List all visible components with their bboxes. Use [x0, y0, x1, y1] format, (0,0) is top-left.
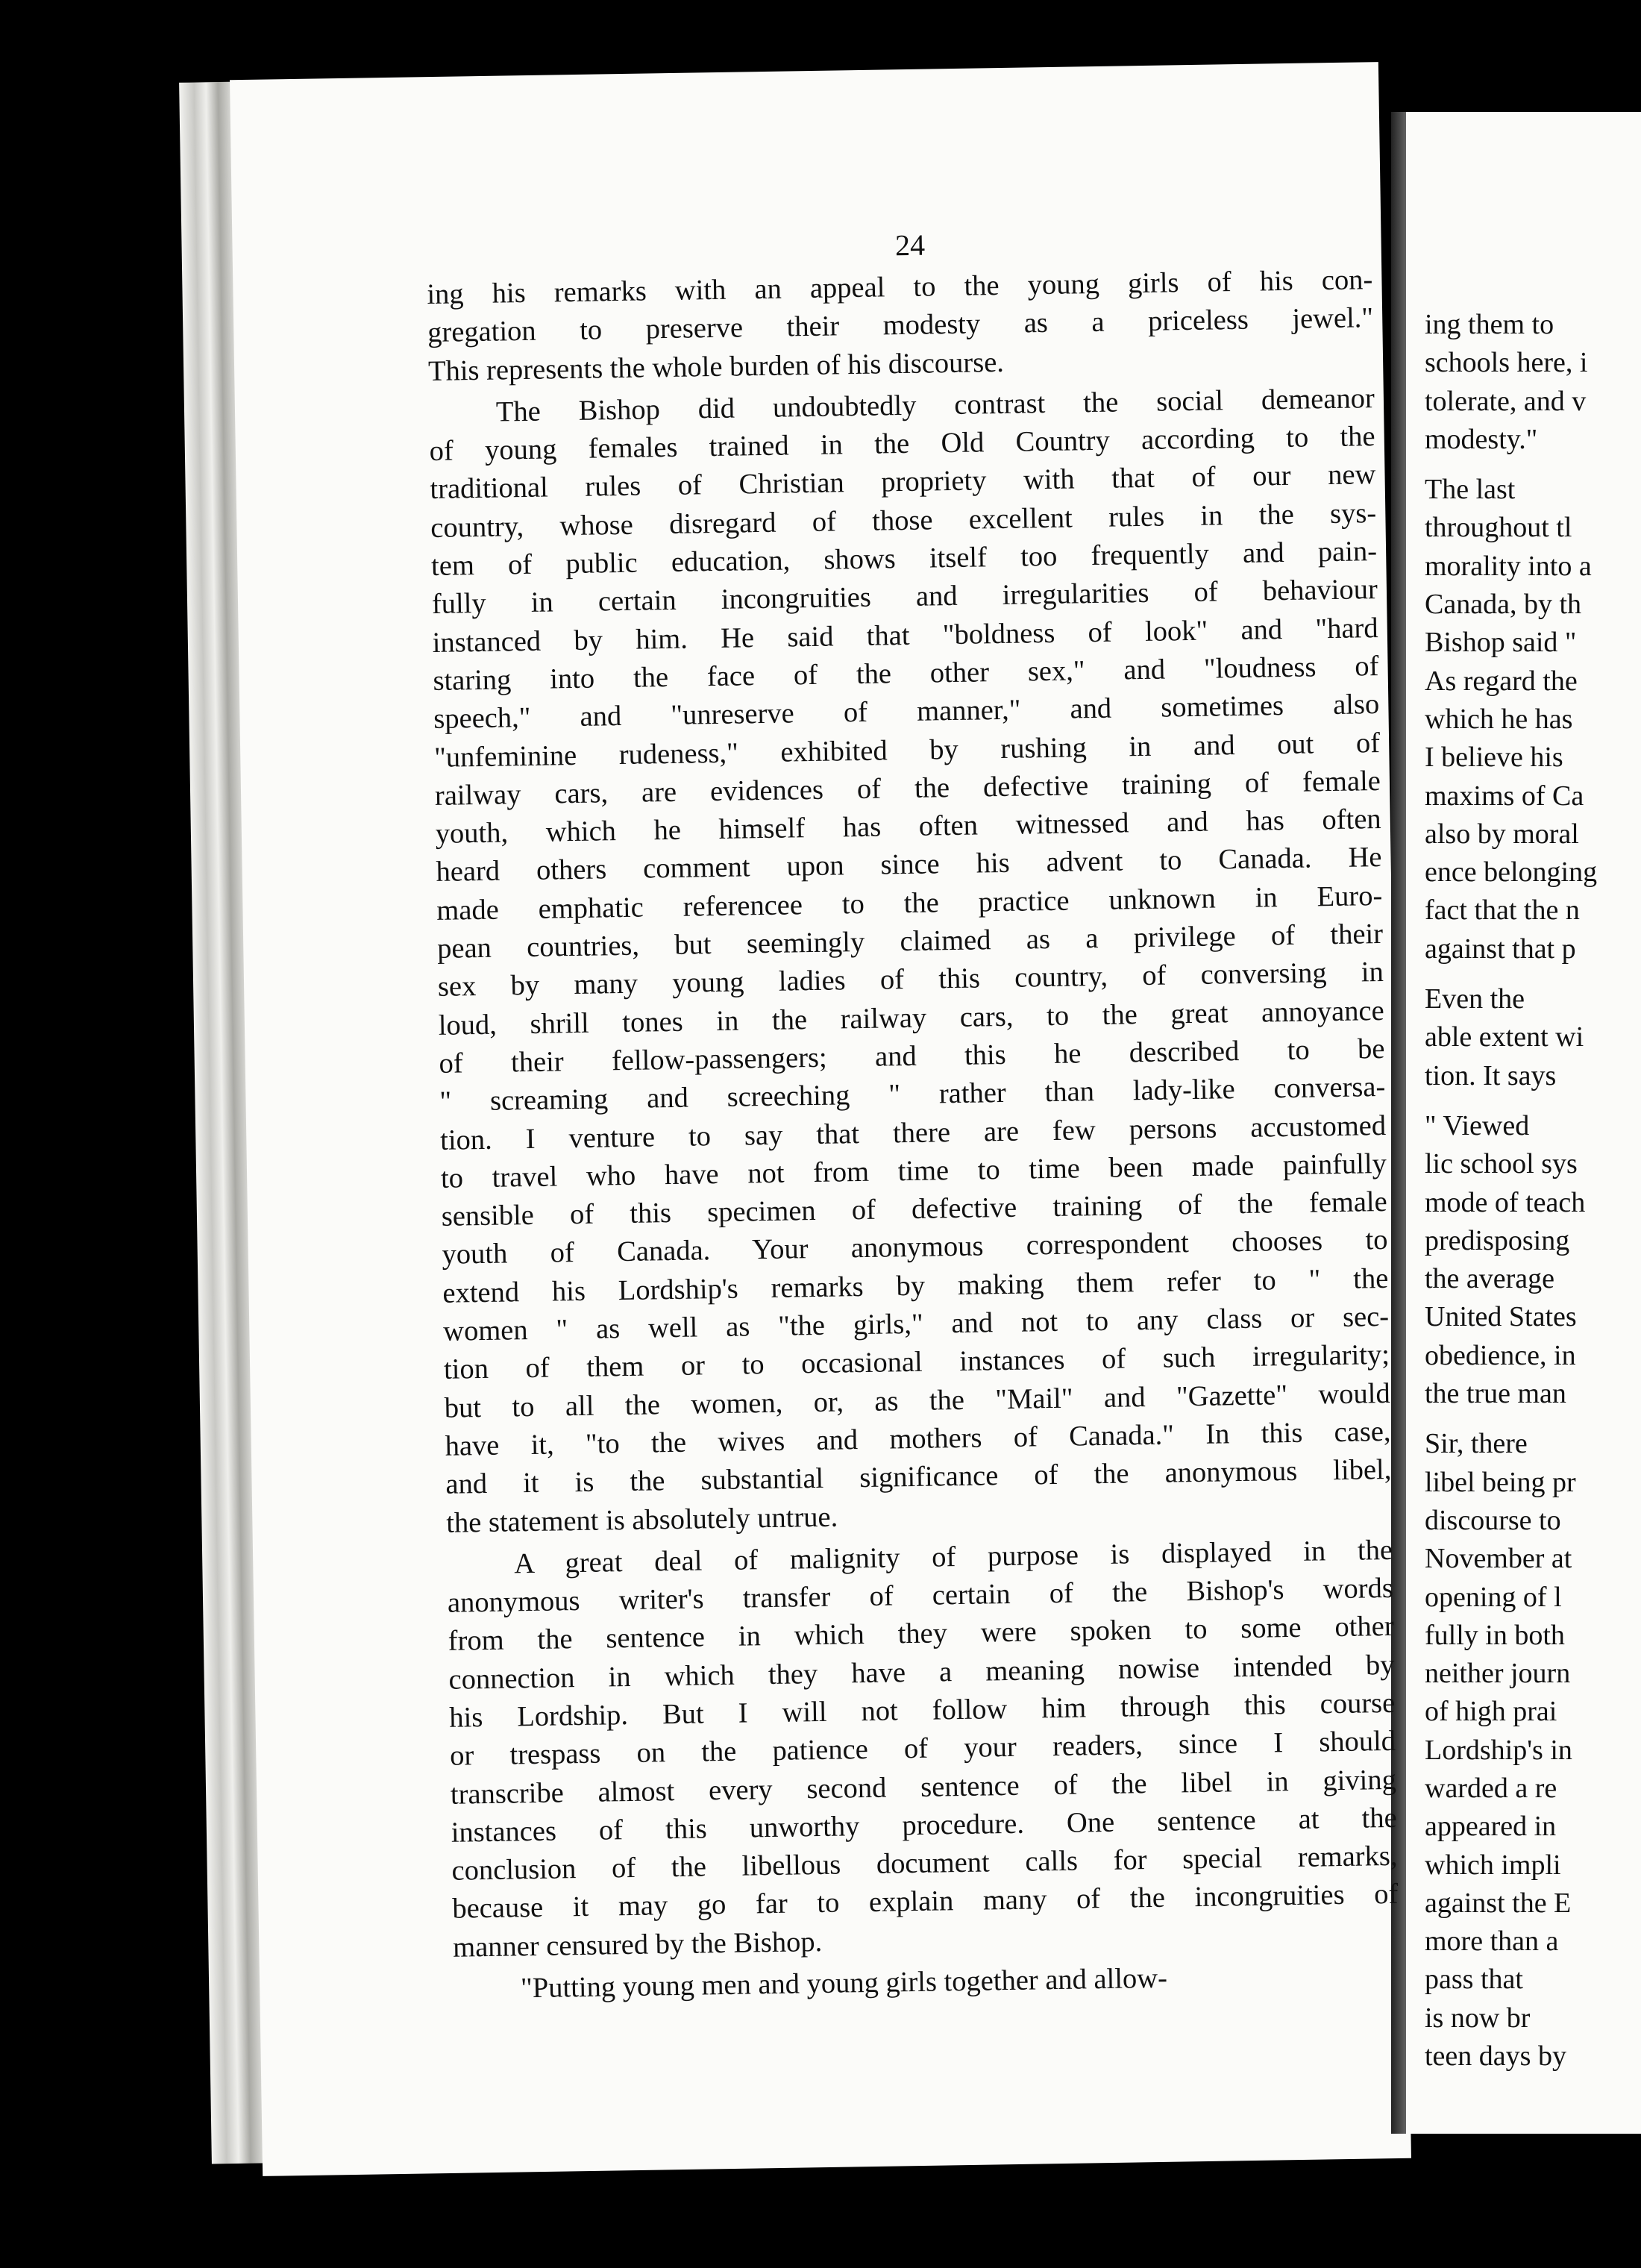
- text-line: lic school sys: [1425, 1148, 1578, 1180]
- text-line: instanced by him. He said that "boldness of look" and "hard: [432, 612, 1378, 659]
- text-line: the average: [1425, 1263, 1555, 1295]
- paragraph: [447, 1532, 1399, 1967]
- text-line: of high prai: [1425, 1696, 1557, 1728]
- text-line: Sir, there: [1425, 1428, 1528, 1460]
- text-line: modesty.": [1425, 423, 1538, 455]
- text-line: instances of this unworthy procedure. One sentence at the: [451, 1802, 1397, 1849]
- text-line: United States: [1425, 1301, 1577, 1333]
- paragraph: [428, 380, 1392, 1543]
- text-line: fully in certain incongruities and irregularities of behaviour: [431, 574, 1378, 621]
- text-line: November at: [1425, 1543, 1572, 1575]
- text-line: throughout tl: [1425, 512, 1572, 544]
- text-line: sex by many young ladies of this country, of conversing in: [437, 956, 1384, 1003]
- text-line: loud, shrill tones in the railway cars, to the great annoyance: [438, 994, 1384, 1041]
- text-line: transcribe almost every second sentence of the libel in giving: [450, 1764, 1397, 1811]
- text-line: youth of Canada. Your anonymous correspondent chooses to: [442, 1224, 1388, 1271]
- text-line: because it may go far to explain many of the incongruities of: [452, 1879, 1399, 1926]
- text-line: morality into a: [1425, 550, 1592, 582]
- text-line: speech," and "unreserve of manner," and sometimes also: [433, 689, 1380, 736]
- text-line: of young females trained in the Old Country according to the: [429, 421, 1375, 468]
- text-line: This represents the whole burden of his discourse.: [427, 346, 1005, 387]
- text-line: The last: [1425, 474, 1516, 506]
- text-line: pass that: [1425, 1964, 1523, 1996]
- text-line: maxims of Ca: [1425, 780, 1584, 812]
- page-number: 24: [894, 228, 926, 263]
- text-line: appeared in: [1425, 1811, 1557, 1843]
- text-line: fact that the n: [1425, 895, 1580, 927]
- right-page-text: [1425, 306, 1641, 2076]
- text-line: [1425, 1095, 1641, 1107]
- text-line: discourse to: [1425, 1504, 1561, 1536]
- text-line: fully in both: [1425, 1619, 1565, 1651]
- text-line: and it is the substantial significance of the anonymous libel,: [445, 1454, 1392, 1501]
- text-line: extend his Lordship's remarks by making them refer to " the: [442, 1262, 1389, 1309]
- text-line: anonymous writer's transfer of certain of the Bishop's words: [447, 1572, 1394, 1619]
- text-line: which he has: [1425, 703, 1573, 735]
- text-line: warded a re: [1425, 1772, 1557, 1804]
- text-line: opening of l: [1425, 1581, 1562, 1613]
- text-line: Lordship's in: [1425, 1734, 1572, 1766]
- text-line: tion. I venture to say that there are few persons accustomed: [439, 1109, 1387, 1156]
- text-line: "unfeminine rudeness," exhibited by rushing in and out of: [433, 727, 1381, 774]
- text-line: against that p: [1425, 933, 1576, 965]
- text-line: neither journ: [1425, 1658, 1571, 1690]
- text-line: The Bishop did undoubtedly contrast the social demeanor: [495, 382, 1375, 428]
- text-line: manner censured by the Bishop.: [452, 1926, 823, 1964]
- text-line: " Viewed: [1425, 1109, 1530, 1141]
- text-line: to travel who have not from time to time been made painfully: [440, 1147, 1387, 1194]
- text-line: mode of teach: [1425, 1186, 1586, 1218]
- main-page-text: [427, 261, 1399, 2013]
- text-line: A great deal of malignity of purpose is displayed in the: [513, 1534, 1393, 1580]
- text-line: from the sentence in which they were spoken to some other: [448, 1611, 1394, 1658]
- paragraph: [427, 261, 1374, 391]
- text-line: connection in which they have a meaning nowise intended by: [448, 1649, 1395, 1696]
- text-line: [1425, 459, 1641, 471]
- text-line: of their fellow-passengers; and this he described to be: [439, 1033, 1385, 1080]
- text-line: tolerate, and v: [1425, 385, 1587, 417]
- text-line: the statement is absolutely untrue.: [445, 1501, 838, 1539]
- text-line: I believe his: [1425, 742, 1563, 774]
- text-line: obedience, in: [1425, 1339, 1576, 1371]
- text-line: able extent wi: [1425, 1021, 1584, 1053]
- text-line: ing his remarks with an appeal to the young girls of his con-: [427, 264, 1373, 310]
- text-line: more than a: [1425, 1926, 1559, 1958]
- text-line: Canada, by th: [1425, 589, 1582, 621]
- text-line: staring into the face of the other sex," and "loudness of: [433, 650, 1379, 697]
- text-line: tem of public education, shows itself too frequently and pain-: [430, 536, 1378, 583]
- text-line: predisposing: [1425, 1224, 1570, 1256]
- text-line: his Lordship. But I will not follow him through this course: [449, 1687, 1396, 1734]
- text-line: pean countries, but seemingly claimed as a privilege of their: [436, 918, 1384, 965]
- text-line: also by moral: [1425, 818, 1579, 850]
- text-line: the true man: [1425, 1378, 1566, 1410]
- text-line: ing them to: [1425, 309, 1554, 340]
- text-line: sensible of this specimen of defective training of the female: [441, 1186, 1387, 1232]
- text-line: " screaming and screeching " rather than lady-like conversa-: [439, 1071, 1386, 1118]
- text-line: is now br: [1425, 2002, 1531, 2034]
- text-line: schools here, i: [1425, 347, 1588, 379]
- text-line: against the E: [1425, 1887, 1572, 1919]
- text-line: tion of them or to occasional instances of such irregularity;: [443, 1339, 1390, 1386]
- text-line: railway cars, are evidences of the defective training of female: [434, 765, 1381, 812]
- text-line: Bishop said ": [1425, 627, 1577, 659]
- text-line: but to all the women, or, as the "Mail" and "Gazette" would: [444, 1377, 1391, 1424]
- text-line: heard others comment upon since his advent to Canada. He: [436, 842, 1382, 889]
- text-line: ence belonging: [1425, 856, 1598, 889]
- text-line: gregation to preserve their modesty as a priceless jewel.": [427, 302, 1374, 349]
- text-line: which impli: [1425, 1849, 1561, 1881]
- text-line: [1425, 1413, 1641, 1425]
- text-line: tion. It says: [1425, 1059, 1557, 1091]
- text-line: women " as well as "the girls," and not to any class or sec-: [442, 1300, 1390, 1347]
- text-line: [1425, 968, 1641, 980]
- text-line: have it, "to the wives and mothers of Canada." In this case,: [445, 1415, 1391, 1462]
- text-line: made emphatic referencee to the practice unknown in Euro-: [436, 880, 1383, 927]
- text-line: youth, which he himself has often witnessed and has often: [435, 803, 1381, 850]
- text-line: or trespass on the patience of your readers, since I should: [449, 1726, 1396, 1773]
- text-line: conclusion of the libellous document calls for special remarks,: [451, 1840, 1398, 1887]
- text-line: As regard the: [1425, 665, 1578, 697]
- text-line: teen days by: [1425, 2040, 1566, 2073]
- text-line: Even the: [1425, 983, 1525, 1015]
- text-line: country, whose disregard of those excellent rules in the sys-: [430, 497, 1377, 544]
- text-line: libel being pr: [1425, 1466, 1576, 1498]
- text-line: traditional rules of Christian propriety with that of our new: [430, 459, 1376, 506]
- text-line: "Putting young men and young girls together and allow-: [520, 1962, 1168, 2005]
